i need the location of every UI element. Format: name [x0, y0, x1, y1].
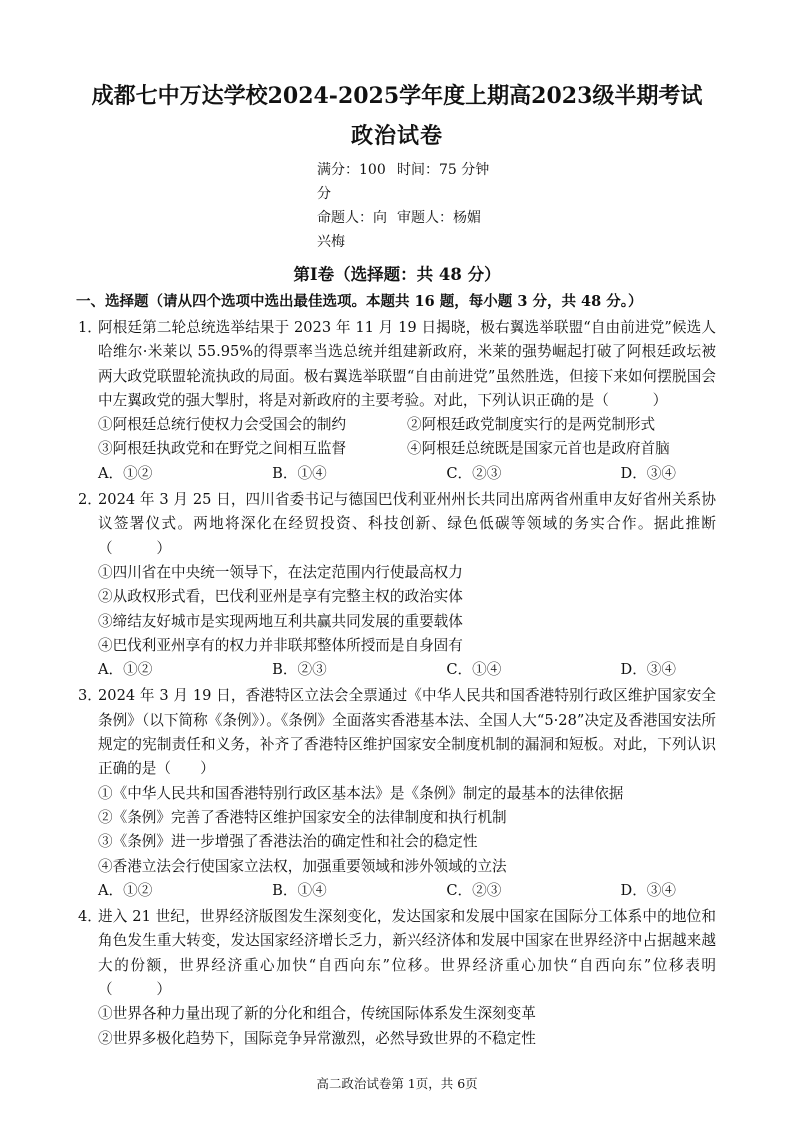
question-number: 1． — [78, 319, 102, 336]
answer-choice-b: B．①④ — [272, 881, 327, 899]
question-number: 3． — [78, 687, 102, 705]
question-text: 2024 年 3 月 25 日，四川省委书记与德国巴伐利亚州州长共同出席两省州重申友好省州关系协议签署仪式。两地将深化在经贸投资、科技创新、绿色低碳等领域的务实合作。据此推断（ ） — [98, 491, 716, 557]
meta-row-authors — [78, 206, 716, 254]
question-stem — [78, 316, 716, 413]
answer-choice-c: C．②③ — [446, 464, 502, 482]
answer-choice-c: C．②③ — [446, 881, 502, 899]
question-author: 命题人：向兴梅 — [317, 210, 387, 250]
statement-option: ①世界各种力量出现了新的分化和组合，传统国际体系发生深刻变革 — [98, 1005, 536, 1023]
statement-option: ①四川省在中央统一领导下，在法定范围内行使最高权力 — [98, 563, 463, 581]
statement-option: ①阿根廷总统行使权力会受国会的制约 — [98, 416, 347, 434]
statement-option: ④巴伐利亚州享有的权力并非联邦整体所授而是自身固有 — [98, 636, 463, 654]
statement-options — [78, 1002, 716, 1051]
question-stem — [78, 488, 716, 561]
answer-choice-b: B．②③ — [272, 661, 327, 679]
statement-option: ③缔结友好城市是实现两地互利共赢共同发展的重要载体 — [98, 612, 463, 630]
full-score: 满分：100 分 — [317, 162, 386, 202]
section-title: 一、选择题（请从四个选项中选出最佳选项。本题共 16 题，每小题 3 分，共 48 分。） — [76, 293, 643, 310]
question-1 — [78, 316, 716, 486]
exam-meta — [78, 158, 716, 254]
answer-choice-d: D．③④ — [620, 661, 676, 679]
statement-option: ②阿根廷政党制度实行的是两党制形式 — [407, 416, 656, 434]
statement-option: ②《条例》完善了香港特区维护国家安全的法律制度和执行机制 — [98, 808, 507, 826]
statement-options — [78, 413, 716, 462]
answer-choices — [78, 462, 716, 486]
answer-choice-b: B．①④ — [272, 464, 327, 482]
question-4 — [78, 905, 716, 1051]
statement-options — [78, 561, 716, 658]
exam-title: 成都七中万达学校2024-2025学年度上期高2023级半期考试 — [91, 83, 703, 109]
statement-option: ④香港立法会行使国家立法权，加强重要领域和涉外领域的立法 — [98, 857, 507, 875]
meta-row-score-time — [78, 158, 716, 206]
statement-option: ③阿根廷执政党和在野党之间相互监督 — [98, 440, 347, 458]
question-number: 2． — [78, 491, 102, 509]
question-text: 阿根廷第二轮总统选举结果于 2023 年 11 月 19 日揭晓，极右翼选举联盟“自由前进党”候选人哈维尔·米莱以 55.95%的得票率当选总统并组建新政府，米莱的强势崛起打破了阿根廷政坛被两大政党联盟轮流执政的局面。极右翼选举联盟“自由前进党”虽然胜选，但接下来如何摆脱国会中左翼政党的强大掣肘，将是对新政府的主要考验。对此，下列认识正确的是（ ） — [98, 319, 716, 409]
statement-option: ②从政权形式看，巴伐利亚州是享有完整主权的政治实体 — [98, 588, 463, 606]
part-title: 第Ⅰ卷（选择题：共 48 分） — [293, 265, 501, 284]
answer-choice-a: A．①② — [98, 881, 153, 899]
answer-choices — [78, 658, 716, 682]
question-2 — [78, 488, 716, 682]
question-text: 2024 年 3 月 19 日，香港特区立法会全票通过《中华人民共和国香港特别行政区维护国家安全条例》（以下简称《条例》）。《条例》全面落实香港基本法、全国人大“5·28”决定及香港国安法所规定的宪制责任和义务，补齐了香港特区维护国家安全制度机制的漏洞和短板。对此，下列认识正确的是（ ） — [98, 687, 716, 778]
exam-subtitle: 政治试卷 — [350, 123, 443, 149]
question-text: 进入 21 世纪，世界经济版图发生深刻变化，发达国家和发展中国家在国际分工体系中的地位和角色发生重大转变，发达国家经济增长乏力，新兴经济体和发展中国家在世界经济中占据越来越大的份额，世界经济重心加快“自西向东”位移。世界经济重心加快“自西向东”位移表明（ ） — [98, 908, 716, 999]
statement-option: ④阿根廷总统既是国家元首也是政府首脑 — [407, 440, 670, 458]
page-footer: 高二政治试卷第 1页，共 6页 — [316, 1076, 478, 1091]
question-3 — [78, 684, 716, 903]
exam-time: 时间：75 分钟 — [397, 162, 490, 178]
answer-choice-d: D．③④ — [620, 881, 676, 899]
answer-choice-a: A．①② — [98, 661, 153, 679]
statement-option: ③《条例》进一步增强了香港法治的确定性和社会的稳定性 — [98, 833, 478, 851]
statement-option: ②世界多极化趋势下，国际竞争异常激烈，必然导致世界的不稳定性 — [98, 1029, 536, 1047]
statement-option: ①《中华人民共和国香港特别行政区基本法》是《条例》制定的最基本的法律依据 — [98, 784, 624, 802]
question-stem — [78, 684, 716, 781]
answer-choice-c: C．①④ — [446, 661, 502, 679]
question-number: 4． — [78, 908, 102, 926]
answer-choices — [78, 879, 716, 903]
question-stem — [78, 905, 716, 1002]
question-reviewer: 审题人：杨媚 — [397, 210, 481, 226]
answer-choice-d: D．③④ — [620, 464, 676, 482]
statement-options — [78, 782, 716, 879]
answer-choice-a: A．①② — [98, 464, 153, 482]
